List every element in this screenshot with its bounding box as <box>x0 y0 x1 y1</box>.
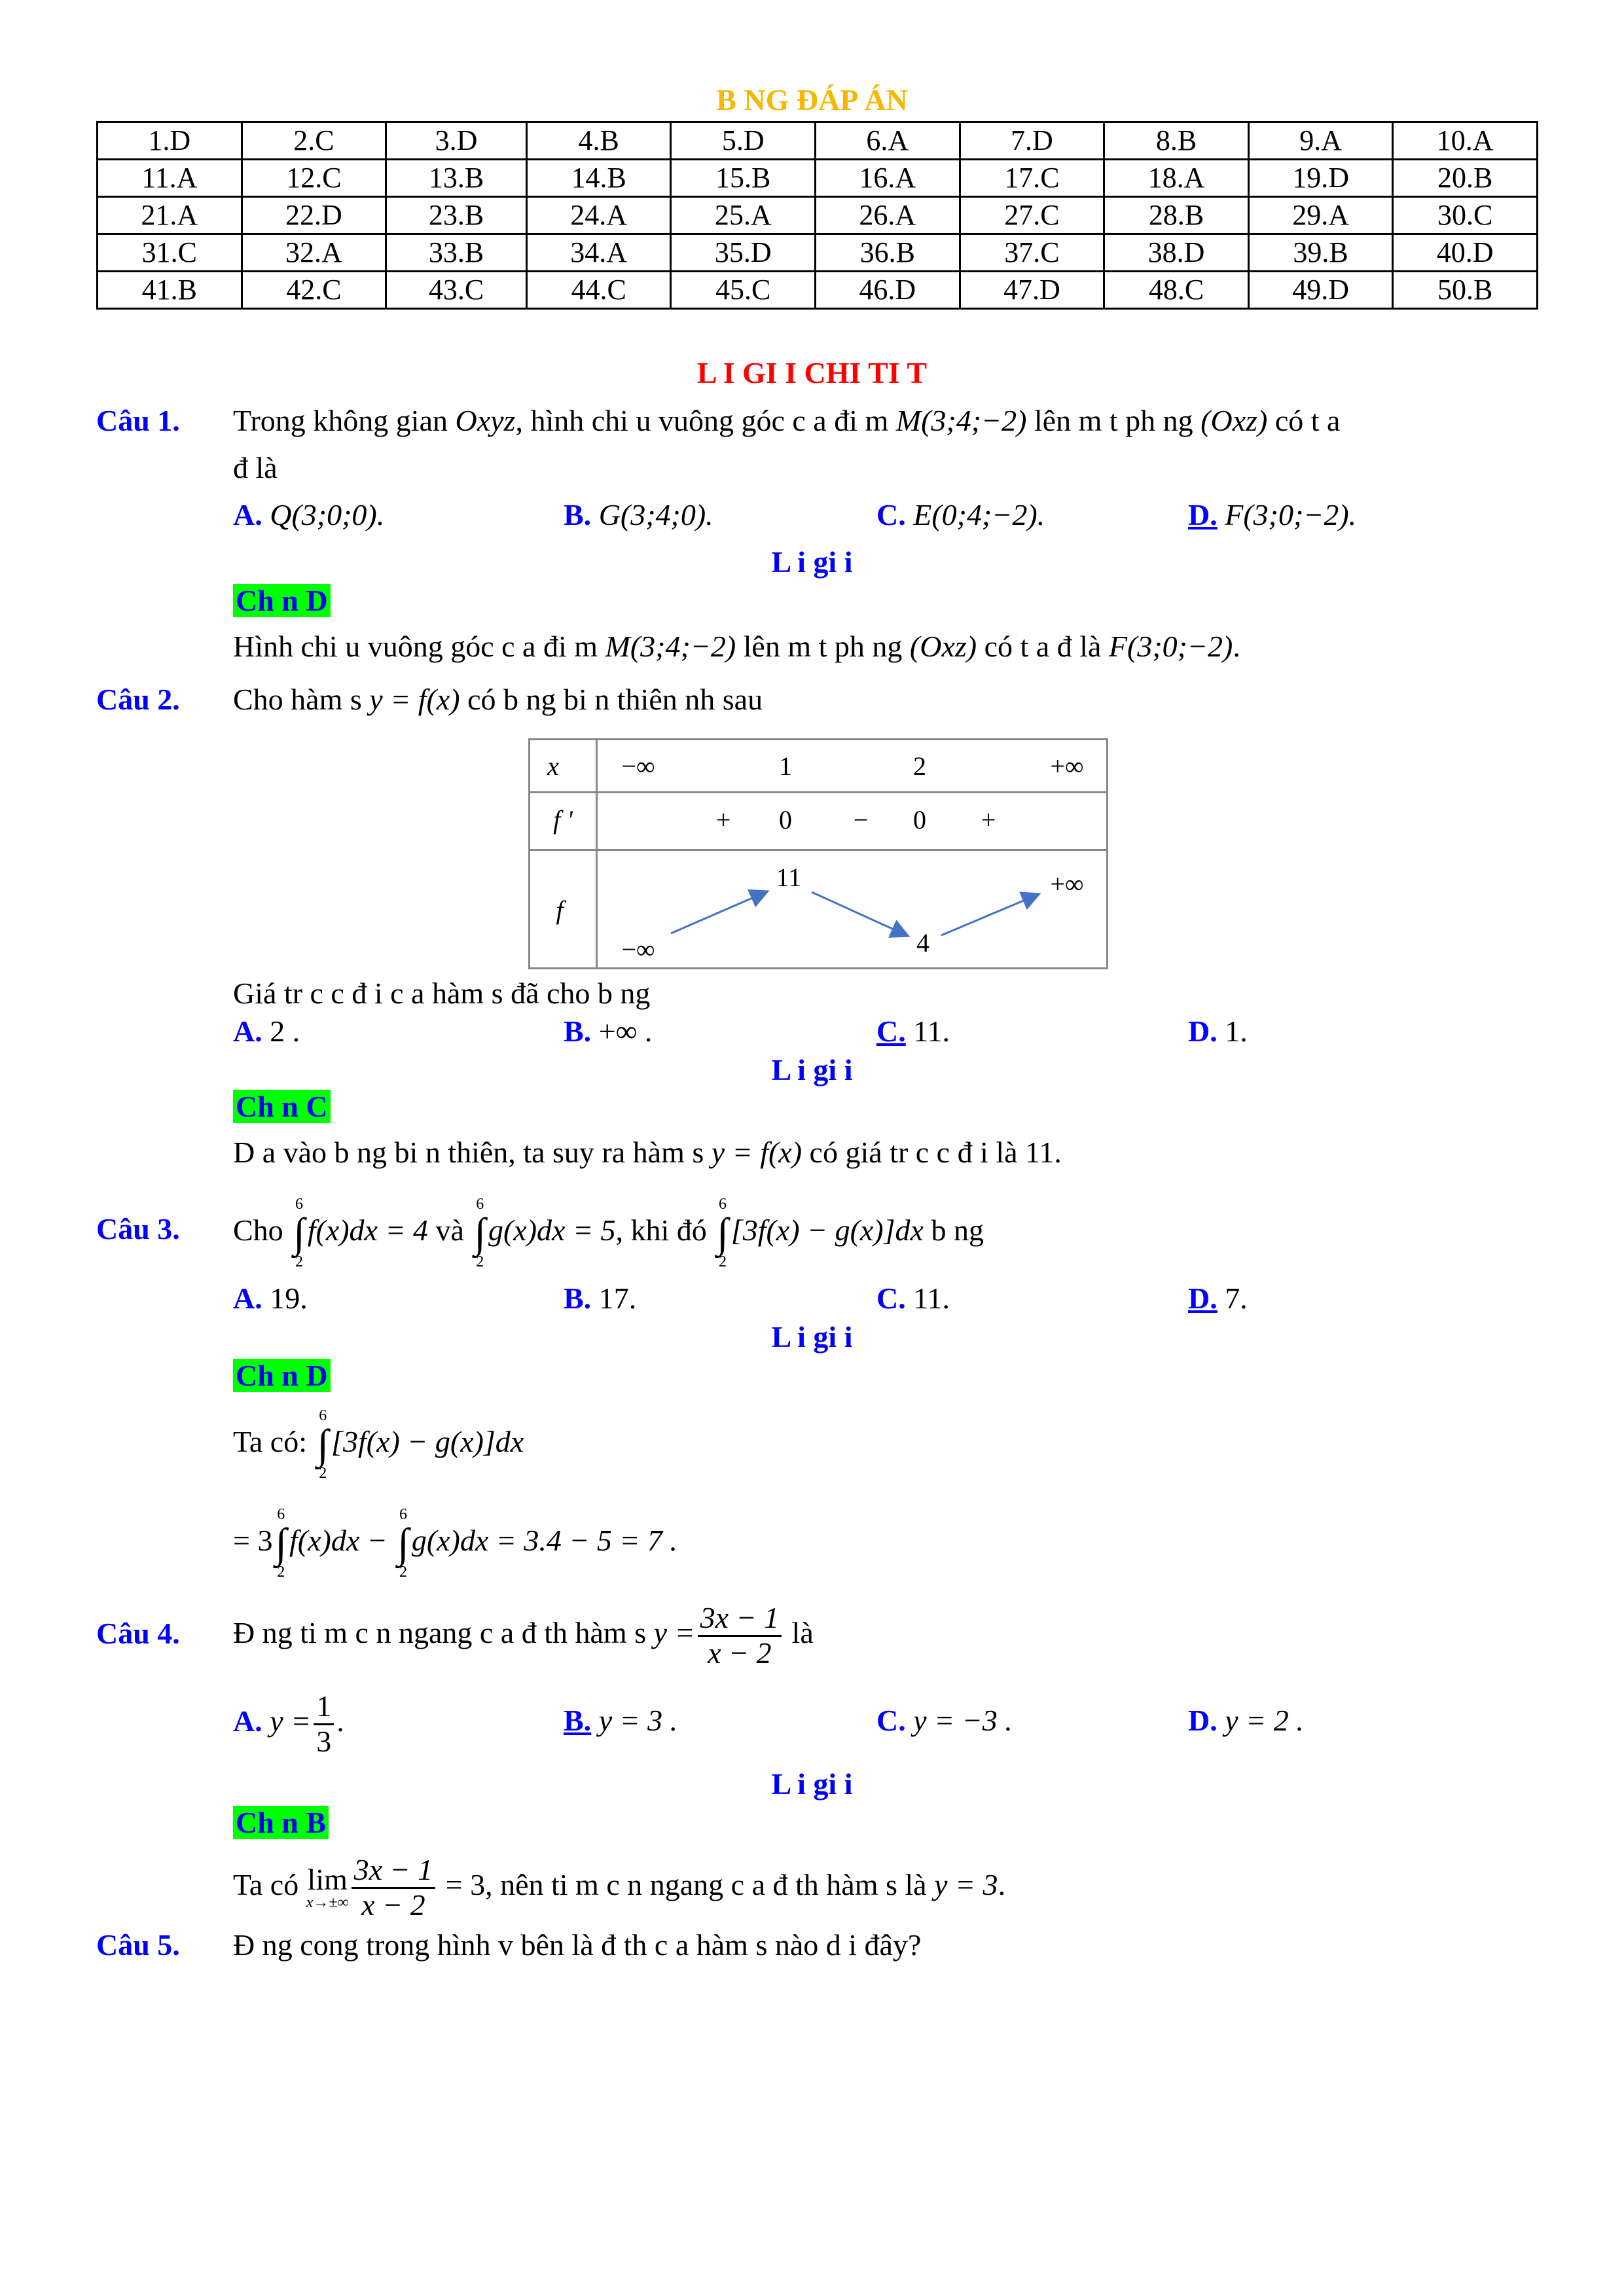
option-value: y = −3 . <box>913 1704 1013 1737</box>
chosen-answer <box>233 1088 331 1125</box>
answer-key-cell: 37.C <box>960 234 1104 272</box>
answer-key-cell: 3.D <box>386 122 527 160</box>
option-key: D. <box>1188 498 1218 531</box>
numerator: 1 <box>314 1690 334 1725</box>
answer-key-cell: 23.B <box>386 197 527 234</box>
answer-key-cell: 50.B <box>1393 272 1538 309</box>
solution-heading: L i gi i <box>771 1767 853 1801</box>
integral: 6 ∫ 2 <box>397 1506 409 1581</box>
math: F(3;0;−2) <box>1108 630 1233 663</box>
integral: 6 ∫ 2 <box>275 1506 287 1581</box>
math: g(x)dx = 5 <box>488 1213 616 1247</box>
answer-key-cell: 47.D <box>960 272 1104 309</box>
option-a <box>233 497 384 533</box>
answer-key-row <box>98 197 1538 234</box>
text: . <box>998 1868 1006 1901</box>
text: có t a đ là <box>977 630 1109 663</box>
option-key: A. <box>233 1014 262 1048</box>
question-label: Câu 2. <box>96 683 180 716</box>
x-header: x <box>547 751 559 781</box>
upper-limit: 6 <box>719 1196 727 1213</box>
fprime-zero: 0 <box>779 805 792 834</box>
solution-step-1 <box>233 1403 524 1481</box>
math: [3f(x) − g(x)]dx <box>331 1425 524 1458</box>
denominator: 3 <box>316 1724 332 1758</box>
option-value: 11. <box>913 1282 950 1315</box>
numerator: 3x − 1 <box>698 1602 782 1637</box>
option-b <box>564 1280 636 1317</box>
option-value: G(3;4;0). <box>598 498 713 531</box>
answer-key-cell: 4.B <box>526 122 671 160</box>
option-key: C. <box>876 1014 906 1048</box>
upper-limit: 6 <box>399 1506 408 1524</box>
answer-key-cell: 40.D <box>1393 234 1538 272</box>
option-key: D. <box>1188 1014 1218 1048</box>
integral: 6 ∫ 2 <box>474 1196 486 1271</box>
option-value: 11. <box>913 1014 950 1048</box>
option-key: B. <box>564 498 592 531</box>
f-value: +∞ <box>1050 869 1084 899</box>
answer-key-cell: 46.D <box>816 272 960 309</box>
answer-key-cell: 19.D <box>1248 160 1393 197</box>
math: [3f(x) − g(x)]dx <box>731 1213 924 1247</box>
fprime-header: f ' <box>553 805 573 834</box>
answer-key-cell: 42.C <box>242 272 386 309</box>
math: f(x)dx = 4 <box>307 1213 429 1247</box>
question-text <box>233 681 763 718</box>
option-c-correct <box>876 1013 950 1050</box>
chosen-answer <box>233 1357 331 1394</box>
option-value: 2 . <box>270 1014 300 1048</box>
solution-heading: L i gi i <box>771 545 853 579</box>
text: . <box>336 1704 344 1738</box>
option-value: 7. <box>1225 1282 1248 1315</box>
answer-key-cell: 45.C <box>671 272 816 309</box>
text: D a vào b ng bi n thiên, ta suy ra hàm s <box>233 1136 712 1169</box>
question-prompt: Giá tr c c đ i c a hàm s đã cho b ng <box>233 977 651 1010</box>
solution-title: L I GI I CHI TI T <box>696 356 928 389</box>
option-key: C. <box>876 1282 906 1315</box>
text: là <box>784 1616 814 1649</box>
upper-limit: 6 <box>277 1506 285 1524</box>
answer-key-cell: 34.A <box>526 234 671 272</box>
answer-key-row <box>98 234 1538 272</box>
text: . <box>1233 630 1240 663</box>
decreasing-arrow <box>812 892 907 935</box>
answer-key-row <box>98 160 1538 197</box>
question-label: Câu 5. <box>96 1928 180 1962</box>
math: (Oxz) <box>909 630 977 663</box>
integral: 6 ∫ 2 <box>317 1407 329 1482</box>
option-b-correct <box>564 1702 677 1739</box>
math: M(3;4;−2) <box>895 404 1027 437</box>
lim-text: lim <box>307 1863 348 1897</box>
option-b <box>564 497 713 533</box>
fraction <box>352 1854 435 1922</box>
denominator: x − 2 <box>708 1636 772 1670</box>
question-text <box>233 1597 814 1670</box>
math: y = 3 <box>934 1868 998 1901</box>
question-text-line2: đ là <box>233 451 278 484</box>
text: Trong không gian <box>233 404 456 437</box>
option-key: D. <box>1188 1704 1218 1737</box>
answer-key-cell: 6.A <box>816 122 960 160</box>
option-value: y = <box>270 1704 312 1738</box>
option-key: C. <box>876 1704 906 1737</box>
option-value: Q(3;0;0). <box>270 498 385 531</box>
answer-key-cell: 12.C <box>242 160 386 197</box>
solution-text <box>233 1134 1062 1171</box>
lower-limit: 2 <box>277 1564 285 1581</box>
option-value: F(3;0;−2). <box>1225 498 1357 531</box>
option-value: +∞ . <box>598 1014 653 1048</box>
answer-key-cell: 39.B <box>1248 234 1393 272</box>
text: = 3, nên ti m c n ngang c a đ th hàm s là <box>438 1868 935 1901</box>
question-text: Đ ng cong trong hình v bên là đ th c a hàm s nào d i đây? <box>233 1928 922 1962</box>
answer-key-title: B NG ĐÁP ÁN <box>716 83 908 117</box>
text: Ta có: <box>233 1425 308 1458</box>
option-value: y = 2 . <box>1225 1704 1304 1737</box>
question-text <box>233 1191 984 1270</box>
math: f(x)dx − <box>289 1524 388 1557</box>
text: Ta có <box>233 1868 306 1901</box>
lower-limit: 2 <box>295 1253 303 1271</box>
answer-key-cell: 25.A <box>671 197 816 234</box>
fprime-sign: + <box>981 805 996 834</box>
f-value: 4 <box>916 928 929 958</box>
option-b <box>564 1013 652 1050</box>
upper-limit: 6 <box>295 1196 303 1213</box>
option-d-correct <box>1188 1280 1248 1317</box>
answer-key-cell: 14.B <box>526 160 671 197</box>
text: lên m t ph ng <box>736 630 910 663</box>
increasing-arrow <box>941 895 1038 935</box>
text: lên m t ph ng <box>1026 404 1201 437</box>
text: Đ ng ti m c n ngang c a đ th hàm s <box>233 1616 654 1649</box>
answer-key-cell: 27.C <box>960 197 1104 234</box>
text: , hình chi u vuông góc c a đi m <box>515 404 896 437</box>
text: có t a <box>1267 404 1341 437</box>
answer-key-row <box>98 272 1538 309</box>
answer-key-cell: 20.B <box>1393 160 1538 197</box>
answer-key-cell: 22.D <box>242 197 386 234</box>
answer-key-cell: 26.A <box>816 197 960 234</box>
math: y = f(x) <box>711 1136 803 1169</box>
text: và <box>428 1213 472 1247</box>
option-value: 19. <box>270 1282 308 1315</box>
option-a <box>233 1280 308 1317</box>
fraction <box>698 1602 782 1670</box>
answer-key-cell: 28.B <box>1104 197 1249 234</box>
chosen-badge: Ch n C <box>233 1090 331 1123</box>
option-value: 1. <box>1225 1014 1248 1048</box>
fprime-sign: − <box>853 805 869 834</box>
lower-limit: 2 <box>476 1253 484 1271</box>
answer-key-row <box>98 122 1538 160</box>
answer-key-cell: 21.A <box>98 197 242 234</box>
option-key: B. <box>564 1704 592 1737</box>
solution-text <box>233 1849 1005 1922</box>
answer-key-cell: 2.C <box>242 122 386 160</box>
text: có b ng bi n thiên nh sau <box>460 683 763 716</box>
chosen-answer <box>233 1804 329 1841</box>
lower-limit: 2 <box>319 1465 327 1482</box>
upper-limit: 6 <box>319 1407 327 1425</box>
f-value: 11 <box>776 863 802 892</box>
chosen-badge: Ch n B <box>233 1806 329 1839</box>
answer-key-cell: 36.B <box>816 234 960 272</box>
question-label: Câu 4. <box>96 1617 180 1650</box>
answer-key-cell: 17.C <box>960 160 1104 197</box>
answer-key-cell: 44.C <box>526 272 671 309</box>
variation-arrows <box>530 740 1106 967</box>
fprime-sign: + <box>715 805 731 834</box>
answer-key-cell: 48.C <box>1104 272 1249 309</box>
option-key: B. <box>564 1282 592 1315</box>
option-value: E(0;4;−2). <box>913 498 1045 531</box>
text: , khi đó <box>615 1213 707 1247</box>
answer-key-cell: 43.C <box>386 272 527 309</box>
answer-key-cell: 8.B <box>1104 122 1249 160</box>
x-value: −∞ <box>621 751 655 781</box>
option-a <box>233 1013 300 1050</box>
fraction <box>314 1690 334 1758</box>
solution-heading: L i gi i <box>771 1053 853 1086</box>
answer-key-cell: 13.B <box>386 160 527 197</box>
answer-key-cell: 5.D <box>671 122 816 160</box>
answer-key-cell: 9.A <box>1248 122 1393 160</box>
answer-key-cell: 41.B <box>98 272 242 309</box>
answer-key-cell: 18.A <box>1104 160 1249 197</box>
option-d <box>1188 1702 1304 1739</box>
answer-key-cell: 33.B <box>386 234 527 272</box>
option-key: A. <box>233 1704 262 1738</box>
option-key: B. <box>564 1014 592 1048</box>
numerator: 3x − 1 <box>352 1854 435 1889</box>
math: Oxyz <box>455 404 516 437</box>
option-key: D. <box>1188 1282 1218 1315</box>
answer-key-cell: 30.C <box>1393 197 1538 234</box>
chosen-badge: Ch n D <box>233 1359 331 1392</box>
f-value: −∞ <box>621 935 655 964</box>
x-value: 1 <box>779 751 792 781</box>
answer-key-cell: 24.A <box>526 197 671 234</box>
math: g(x)dx = 3.4 − 5 = 7 . <box>411 1524 677 1557</box>
option-c <box>876 497 1045 533</box>
upper-limit: 6 <box>476 1196 484 1213</box>
x-value: +∞ <box>1050 751 1084 781</box>
question-label: Câu 1. <box>96 404 180 437</box>
option-key: C. <box>876 498 906 531</box>
answer-key-cell: 29.A <box>1248 197 1393 234</box>
chosen-badge: Ch n D <box>233 584 331 617</box>
option-value: 17. <box>598 1282 637 1315</box>
option-key: A. <box>233 1282 262 1315</box>
answer-key-cell: 1.D <box>98 122 242 160</box>
math: = 3 <box>233 1524 273 1557</box>
f-header: f <box>556 895 564 925</box>
lower-limit: 2 <box>399 1564 408 1581</box>
answer-key-cell: 38.D <box>1104 234 1249 272</box>
answer-key-cell: 11.A <box>98 160 242 197</box>
increasing-arrow <box>671 892 766 933</box>
option-c <box>876 1702 1013 1739</box>
lower-limit: 2 <box>719 1253 727 1271</box>
math: (Oxz) <box>1200 404 1268 437</box>
denominator: x − 2 <box>361 1888 425 1922</box>
math: y = f(x) <box>369 683 460 716</box>
math: y = <box>653 1616 695 1649</box>
option-value: y = 3 . <box>598 1704 678 1737</box>
x-value: 2 <box>913 751 926 781</box>
option-d-correct <box>1188 497 1356 533</box>
text: Hình chi u vuông góc c a đi m <box>233 630 605 663</box>
question-label: Câu 3. <box>96 1212 180 1246</box>
answer-key-cell: 15.B <box>671 160 816 197</box>
text: có giá tr c c đ i là 11. <box>802 1136 1062 1169</box>
integral: 6 ∫ 2 <box>717 1196 729 1271</box>
limit <box>306 1865 349 1910</box>
question-text <box>233 403 1340 439</box>
answer-key-table <box>96 121 1538 310</box>
text: b ng <box>923 1213 984 1247</box>
answer-key-cell: 32.A <box>242 234 386 272</box>
chosen-answer <box>233 583 331 619</box>
text: Cho hàm s <box>233 683 370 716</box>
math: M(3;4;−2) <box>605 630 736 663</box>
integral: 6 ∫ 2 <box>293 1196 305 1271</box>
text: Cho <box>233 1213 283 1247</box>
option-key: A. <box>233 498 262 531</box>
answer-key-cell: 10.A <box>1393 122 1538 160</box>
solution-text <box>233 628 1240 665</box>
variation-table <box>528 738 1108 969</box>
solution-heading: L i gi i <box>771 1320 853 1354</box>
option-c <box>876 1280 950 1317</box>
answer-key-cell: 31.C <box>98 234 242 272</box>
answer-key-cell: 35.D <box>671 234 816 272</box>
answer-key-cell: 7.D <box>960 122 1104 160</box>
option-d <box>1188 1013 1248 1050</box>
option-a <box>233 1685 344 1759</box>
answer-key-cell: 16.A <box>816 160 960 197</box>
fprime-zero: 0 <box>913 805 926 834</box>
lim-subscript: x→±∞ <box>306 1894 349 1912</box>
answer-key-cell: 49.D <box>1248 272 1393 309</box>
solution-step-2 <box>233 1501 677 1580</box>
